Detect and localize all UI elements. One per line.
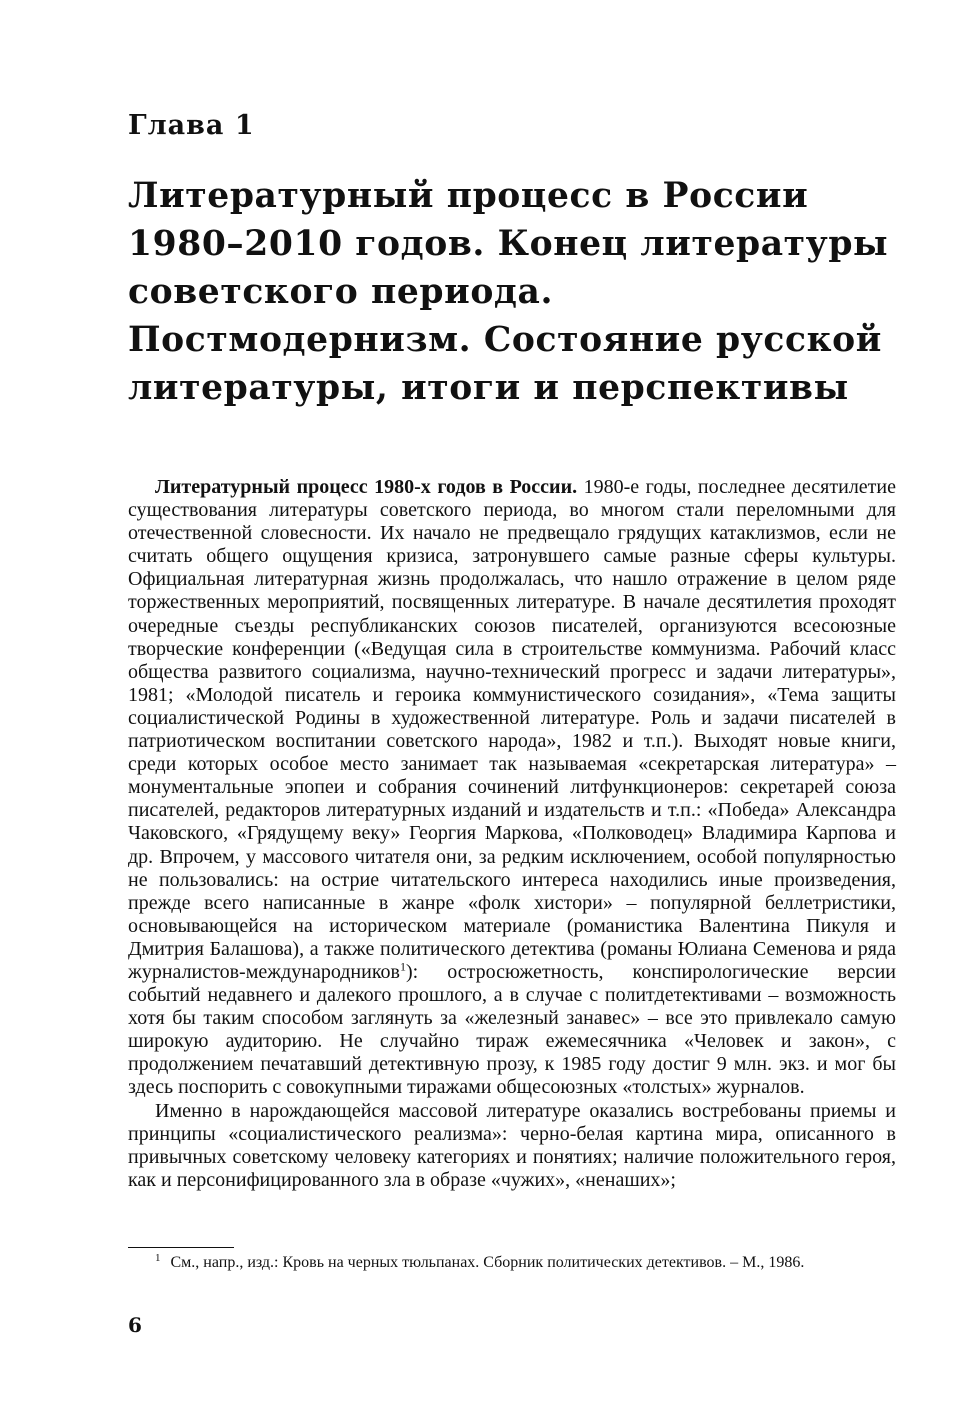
chapter-label: Глава 1 [128, 110, 255, 141]
chapter-title-line: Постмодернизм. Состояние русской [128, 320, 882, 360]
page-number: 6 [128, 1313, 142, 1337]
paragraph-1-lead: Литературный процесс 1980-х годов в России. [155, 476, 578, 498]
chapter-title-line: литературы, итоги и перспективы [128, 368, 849, 408]
paragraph-2: Именно в нарождающейся массовой литературе оказались востребованы приемы и принципы «социалистического реализма»: черно-белая картина мира, описанного в привычных советскому человеку категориях и понятиях; наличие положительного героя, как и персонифицированного зла в образе «чужих», «ненаших»; [128, 1099, 896, 1191]
footnote-mark: 1 [155, 1251, 161, 1264]
footnote [128, 1252, 896, 1273]
paragraph-1-text-b: ): остросюжетность, конспирологические версии событий недавнего и далекого прошлого, а в случае с политдетективами – возможность хотя бы таким способом заглянуть за «железный занавес» – все это привлекало самую широкую аудиторию. Не случайно тираж ежемесячника «Человек и закон», с продолжением печатавший детективную прозу, к 1985 году достиг 9 млн. экз. и мог бы здесь поспорить с совокупными тиражами общесоюзных «толстых» журналов. [128, 960, 896, 1099]
paragraph-1 [128, 476, 896, 1100]
chapter-title-line: Литературный процесс в России [128, 176, 809, 216]
chapter-title-line: советского периода. [128, 272, 554, 312]
footnote-text: См., напр., изд.: Кровь на черных тюльпанах. Сборник политических детективов. – М., 1986. [170, 1254, 805, 1271]
body-text [128, 476, 896, 1192]
chapter-title-line: 1980–2010 годов. Конец литературы [128, 224, 889, 264]
paragraph-1-text-a: 1980-е годы, последнее десятилетие существования литературы советского периода, во многом стали переломными для отечественной словесности. Их начало не предвещало грядущих катаклизмов, если не считать общего ощущения кризиса, затронувшего самые разные сферы культуры. Официальная литературная жизнь продолжалась, что нашло отражение в целом ряде торжественных мероприятий, посвященных литературе. В начале десятилетия проходят очередные съезды республиканских союзов писателей, организуются всесоюзные творческие конференции («Ведущая сила в строительстве коммунизма. Рабочий класс общества развитого социализма, научно-технический прогресс и задачи литературы», 1981; «Молодой писатель и героика коммунистического созидания», «Тема защиты социалистической Родины в художественной литературе. Роль и задачи писателей в патриотическом воспитании советского народа», 1982 и т.п.). Выходят новые книги, среди которых особое место занимает так называемая «секретарская литература» – монументальные эпопеи и собрания сочинений литфункционеров: секретарей союза писателей, редакторов литературных изданий и издательств и т.п.: «Победа» Александра Чаковского, «Грядущему веку» Георгия Маркова, «Полководец» Владимира Карпова и др. Впрочем, у массового читателя они, за редким исключением, особой популярностью не пользовались: на острие читательского интереса находились иные произведения, прежде всего написанные в жанре «фолк хистори» – популярной беллетристики, основывающейся на историческом материале (романистика Валентина Пикуля и Дмитрия Балашова), а также политического детектива (романы Юлиана Семенова и ряда журналистов-международников [128, 476, 896, 983]
chapter-title [128, 172, 908, 412]
footnote-reference[interactable]: 1 [399, 959, 406, 974]
footnote-divider [128, 1247, 234, 1248]
